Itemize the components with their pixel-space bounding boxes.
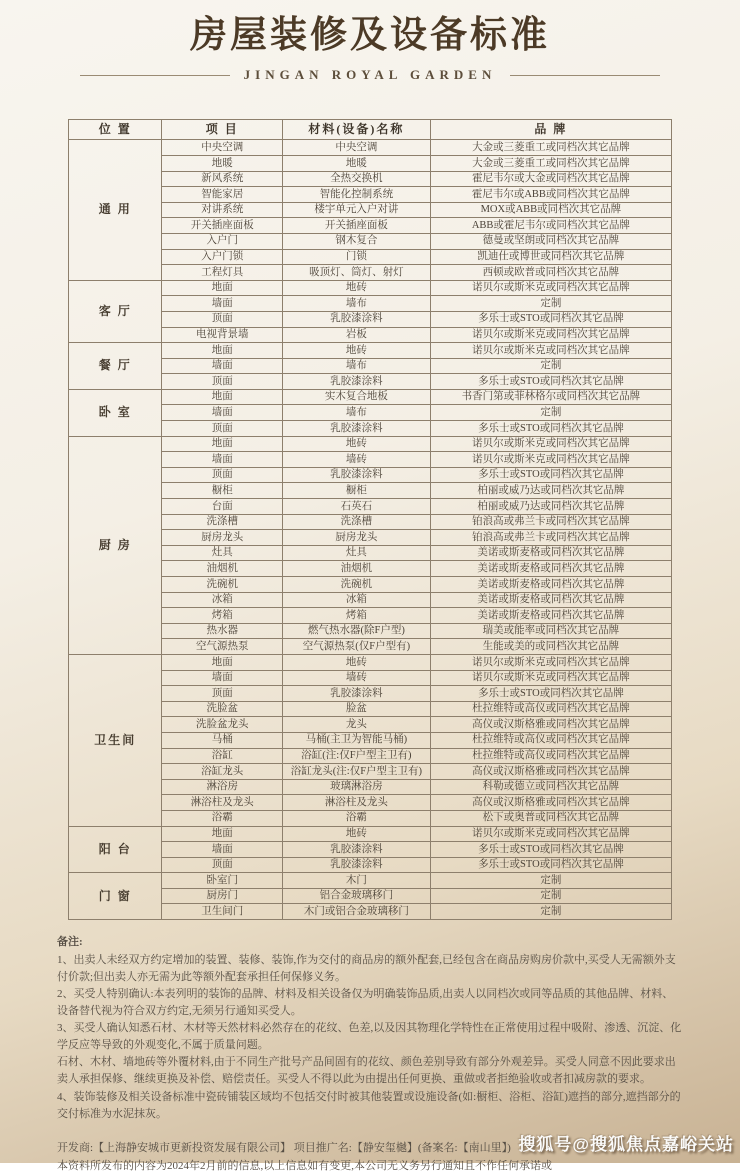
material-cell: 开关插座面板 [283,218,431,234]
brand-cell: 多乐士或STO或同档次其它品牌 [430,467,671,483]
brand-cell: 德曼或坚朗或同档次其它品牌 [430,233,671,249]
material-cell: 燃气热水器(除F户型) [283,623,431,639]
material-cell: 岩板 [283,327,431,343]
standards-table-body [69,140,672,920]
material-cell: 油烟机 [283,561,431,577]
brand-cell: MOX或ABB或同档次其它品牌 [430,202,671,218]
material-cell: 橱柜 [283,483,431,499]
material-cell: 木门或铝合金玻璃移门 [283,904,431,920]
material-cell: 洗碗机 [283,577,431,593]
item-cell: 热水器 [162,623,283,639]
item-cell: 新风系统 [162,171,283,187]
location-cell: 门 窗 [69,873,162,920]
item-cell: 墙面 [162,296,283,312]
notes-heading: 备注: [57,936,83,949]
table-row [69,873,672,889]
item-cell: 墙面 [162,670,283,686]
table-row [69,280,672,296]
item-cell: 地面 [162,280,283,296]
material-cell: 墙砖 [283,452,431,468]
brand-cell: 美诺或斯麦格或同档次其它品牌 [430,545,671,561]
item-cell: 对讲系统 [162,202,283,218]
material-cell: 冰箱 [283,592,431,608]
item-cell: 智能家居 [162,187,283,203]
standards-table-wrap [68,119,672,920]
location-cell: 卫生间 [69,654,162,826]
material-cell: 墙布 [283,358,431,374]
item-cell: 入户门锁 [162,249,283,265]
item-cell: 顶面 [162,374,283,390]
table-row [69,389,672,405]
table-row [69,654,672,670]
brand-cell: 多乐士或STO或同档次其它品牌 [430,686,671,702]
brand-cell: 多乐士或STO或同档次其它品牌 [430,374,671,390]
item-cell: 墙面 [162,405,283,421]
material-cell: 浴缸(注:仅F户型主卫有) [283,748,431,764]
location-cell: 卧 室 [69,389,162,436]
material-cell: 空气源热泵(仅F户型有) [283,639,431,655]
material-cell: 地砖 [283,343,431,359]
material-cell: 乳胶漆涂料 [283,421,431,437]
material-cell: 乳胶漆涂料 [283,842,431,858]
notes-list [57,952,683,1122]
brand-cell: 定制 [430,358,671,374]
subtitle-rule-left [80,75,230,76]
item-cell: 淋浴房 [162,779,283,795]
item-cell: 洗脸盆龙头 [162,717,283,733]
brand-cell: 大金或三菱重工或同档次其它品牌 [430,140,671,156]
material-cell: 全热交换机 [283,171,431,187]
material-cell: 钢木复合 [283,233,431,249]
note-item: 4、装饰装修及相关设备标准中瓷砖铺装区域均不包括交付时被其他装置或设施设备(如:橱柜、浴柜、浴缸)遮挡的部分,遮挡部分的交付标准为水泥抹灰。 [57,1090,681,1120]
item-cell: 马桶 [162,732,283,748]
material-cell: 地暖 [283,155,431,171]
item-cell: 顶面 [162,311,283,327]
brand-cell: 定制 [430,904,671,920]
material-cell: 墙砖 [283,670,431,686]
brand-cell: 柏丽或威乃达或同档次其它品牌 [430,483,671,499]
brand-cell: 西顿或欧普或同档次其它品牌 [430,265,671,281]
brand-cell: 定制 [430,873,671,889]
item-cell: 工程灯具 [162,265,283,281]
material-cell: 楼宇单元入户对讲 [283,202,431,218]
table-row [69,343,672,359]
brand-cell: 多乐士或STO或同档次其它品牌 [430,842,671,858]
table-row [69,826,672,842]
brand-cell: 霍尼韦尔或ABB或同档次其它品牌 [430,187,671,203]
material-cell: 乳胶漆涂料 [283,467,431,483]
location-cell: 餐 厅 [69,343,162,390]
brand-cell: 多乐士或STO或同档次其它品牌 [430,311,671,327]
brand-cell: 高仪或汉斯格雅或同档次其它品牌 [430,717,671,733]
material-cell: 浴缸龙头(注:仅F户型主卫有) [283,764,431,780]
brand-cell: 铂浪高或弗兰卡或同档次其它品牌 [430,514,671,530]
brand-cell: 美诺或斯麦格或同档次其它品牌 [430,561,671,577]
item-cell: 墙面 [162,358,283,374]
item-cell: 浴霸 [162,810,283,826]
material-cell: 浴霸 [283,810,431,826]
item-cell: 台面 [162,499,283,515]
item-cell: 地面 [162,826,283,842]
brand-cell: 凯迪仕或博世或同档次其它品牌 [430,249,671,265]
header-location: 位 置 [69,120,162,140]
material-cell: 铝合金玻璃移门 [283,888,431,904]
material-cell: 门锁 [283,249,431,265]
item-cell: 橱柜 [162,483,283,499]
brand-cell: 美诺或斯麦格或同档次其它品牌 [430,577,671,593]
page-title: 房屋装修及设备标准 [190,15,550,56]
item-cell: 烤箱 [162,608,283,624]
material-cell: 木门 [283,873,431,889]
material-cell: 地砖 [283,280,431,296]
brand-cell: 定制 [430,405,671,421]
brand-cell: 诺贝尔或斯米克或同档次其它品牌 [430,826,671,842]
item-cell: 入户门 [162,233,283,249]
brand-cell: 诺贝尔或斯米克或同档次其它品牌 [430,436,671,452]
material-cell: 地砖 [283,826,431,842]
item-cell: 淋浴柱及龙头 [162,795,283,811]
developer-line: 开发商:【上海静安城市更新投资发展有限公司】 项目推广名:【静安玺樾】(备案名:【南山里】) [57,1141,511,1154]
item-cell: 电视背景墙 [162,327,283,343]
brand-cell: 诺贝尔或斯米克或同档次其它品牌 [430,327,671,343]
material-cell: 马桶(主卫为智能马桶) [283,732,431,748]
notes-section [57,934,683,1123]
disclaimer-line: 本资料所发布的内容为2024年2月前的信息,以上信息如有变更,本公司无义务另行通知且不作任何承诺或 [57,1160,552,1173]
material-cell: 乳胶漆涂料 [283,686,431,702]
material-cell: 墙布 [283,296,431,312]
brand-cell: 美诺或斯麦格或同档次其它品牌 [430,608,671,624]
brand-cell: 杜拉维特或高仪或同档次其它品牌 [430,748,671,764]
item-cell: 地面 [162,389,283,405]
item-cell: 油烟机 [162,561,283,577]
material-cell: 烤箱 [283,608,431,624]
brand-cell: 高仪或汉斯格雅或同档次其它品牌 [430,764,671,780]
material-cell: 洗涤槽 [283,514,431,530]
brand-cell: 生能或美的或同档次其它品牌 [430,639,671,655]
material-cell: 地砖 [283,654,431,670]
brand-cell: 霍尼韦尔或大金或同档次其它品牌 [430,171,671,187]
material-cell: 灶具 [283,545,431,561]
brand-cell: 诺贝尔或斯米克或同档次其它品牌 [430,670,671,686]
item-cell: 中央空调 [162,140,283,156]
material-cell: 淋浴柱及龙头 [283,795,431,811]
material-cell: 脸盆 [283,701,431,717]
page-subtitle: JINGAN ROYAL GARDEN [243,67,497,83]
material-cell: 龙头 [283,717,431,733]
material-cell: 玻璃淋浴房 [283,779,431,795]
subtitle-row [0,67,740,83]
brand-cell: 铂浪高或弗兰卡或同档次其它品牌 [430,530,671,546]
watermark-label: 搜狐号@搜狐焦点嘉峪关站 [518,1135,734,1154]
item-cell: 顶面 [162,857,283,873]
brand-cell: 大金或三菱重工或同档次其它品牌 [430,155,671,171]
header-brand: 品 牌 [430,120,671,140]
item-cell: 卫生间门 [162,904,283,920]
item-cell: 厨房门 [162,888,283,904]
item-cell: 地面 [162,343,283,359]
item-cell: 顶面 [162,467,283,483]
brand-cell: 高仪或汉斯格雅或同档次其它品牌 [430,795,671,811]
item-cell: 开关插座面板 [162,218,283,234]
brand-cell: 美诺或斯麦格或同档次其它品牌 [430,592,671,608]
location-cell: 阳 台 [69,826,162,873]
standards-table [68,119,672,920]
brand-cell: 诺贝尔或斯米克或同档次其它品牌 [430,280,671,296]
note-item: 2、买受人特别确认:本表列明的装饰的品牌、材料及相关设备仅为明确装饰品质,出卖人以同档次或同等品质的其他品牌、材料、设备替代视为符合双方约定,无须另行通知买受人。 [57,988,674,1018]
item-cell: 顶面 [162,686,283,702]
item-cell: 空气源热泵 [162,639,283,655]
material-cell: 墙布 [283,405,431,421]
note-item: 3、买受人确认知悉石材、木材等天然材料必然存在的花纹、色差,以及因其物理化学特性在正常使用过程中吸附、渗透、沉淀、化学反应等导致的外观变化,不属于质量问题。 [57,1022,682,1052]
brand-cell: 瑞美或能率或同档次其它品牌 [430,623,671,639]
item-cell: 浴缸 [162,748,283,764]
material-cell: 吸顶灯、筒灯、射灯 [283,265,431,281]
item-cell: 洗碗机 [162,577,283,593]
material-cell: 厨房龙头 [283,530,431,546]
brand-cell: 诺贝尔或斯米克或同档次其它品牌 [430,343,671,359]
material-cell: 智能化控制系统 [283,187,431,203]
material-cell: 乳胶漆涂料 [283,311,431,327]
material-cell: 实木复合地板 [283,389,431,405]
item-cell: 地暖 [162,155,283,171]
brand-cell: 诺贝尔或斯米克或同档次其它品牌 [430,654,671,670]
material-cell: 地砖 [283,436,431,452]
brand-cell: 书香门第或菲林格尔或同档次其它品牌 [430,389,671,405]
brand-cell: 科勒或德立或同档次其它品牌 [430,779,671,795]
table-row [69,140,672,156]
material-cell: 中央空调 [283,140,431,156]
brand-cell: 松下或奥普或同档次其它品牌 [430,810,671,826]
brand-cell: ABB或霍尼韦尔或同档次其它品牌 [430,218,671,234]
brand-cell: 诺贝尔或斯米克或同档次其它品牌 [430,452,671,468]
location-cell: 客 厅 [69,280,162,342]
brand-cell: 多乐士或STO或同档次其它品牌 [430,421,671,437]
material-cell: 石英石 [283,499,431,515]
material-cell: 乳胶漆涂料 [283,857,431,873]
brand-cell: 柏丽或威乃达或同档次其它品牌 [430,499,671,515]
brand-cell: 定制 [430,296,671,312]
item-cell: 墙面 [162,842,283,858]
location-cell: 通 用 [69,140,162,280]
brand-cell: 定制 [430,888,671,904]
item-cell: 墙面 [162,452,283,468]
item-cell: 地面 [162,654,283,670]
brand-cell: 多乐士或STO或同档次其它品牌 [430,857,671,873]
item-cell: 洗脸盆 [162,701,283,717]
item-cell: 卧室门 [162,873,283,889]
item-cell: 冰箱 [162,592,283,608]
brand-cell: 杜拉维特或高仪或同档次其它品牌 [430,732,671,748]
note-item: 1、出卖人未经双方约定增加的装置、装修、装饰,作为交付的商品房的额外配套,已经包含在商品房购房价款中,买受人无需额外支付价款;但出卖人亦无需为此等额外配套承担任何保修义务。 [57,954,676,984]
item-cell: 洗涤槽 [162,514,283,530]
item-cell: 地面 [162,436,283,452]
header-item: 项 目 [162,120,283,140]
document-header [0,0,740,83]
item-cell: 顶面 [162,421,283,437]
note-item: 石材、木材、墙地砖等外覆材料,由于不同生产批号产品间固有的花纹、颜色差别导致有部分外观差异。买受人同意不因此要求出卖人承担保修、继续更换及补偿、赔偿责任。买受人不得以此为由提出任何更换、重做或者拒绝验收或者扣减房款的要求。 [57,1056,676,1086]
subtitle-rule-right [510,75,660,76]
item-cell: 厨房龙头 [162,530,283,546]
item-cell: 浴缸龙头 [162,764,283,780]
brand-cell: 杜拉维特或高仪或同档次其它品牌 [430,701,671,717]
header-material: 材料(设备)名称 [283,120,431,140]
table-row [69,436,672,452]
table-header-row [69,120,672,140]
item-cell: 灶具 [162,545,283,561]
location-cell: 厨 房 [69,436,162,654]
material-cell: 乳胶漆涂料 [283,374,431,390]
